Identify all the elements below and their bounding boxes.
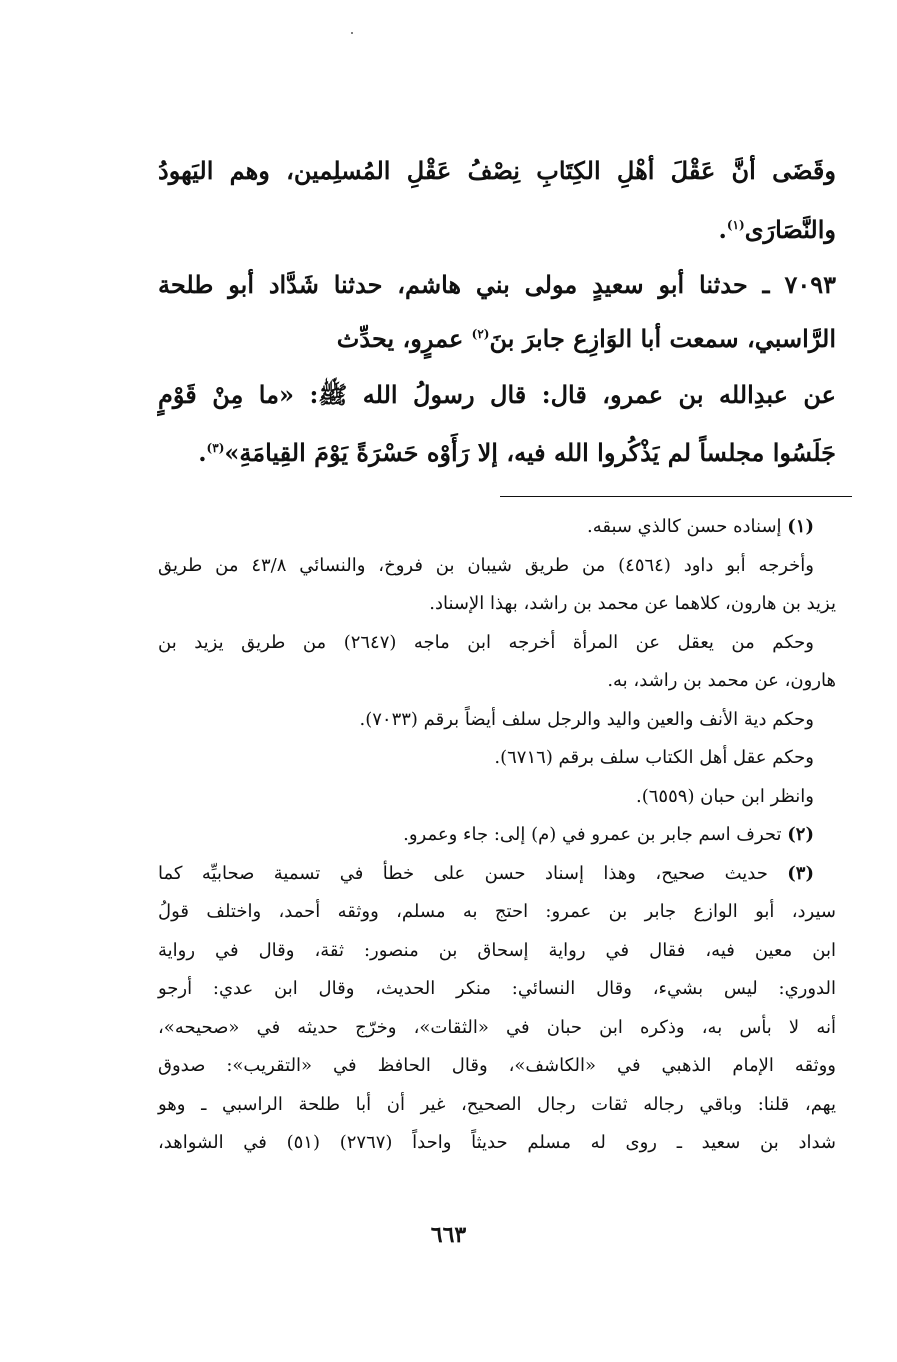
footnote-3-text: حديث صحيح، وهذا إسناد حسن على خطأ في تسمية صحابيِّه كما bbox=[158, 862, 788, 884]
main-line-5: عن عبدِالله بن عمرو، قال: قال رسولُ الله ﷺ: «ما مِنْ قَوْمٍ bbox=[158, 380, 836, 409]
footnotes bbox=[158, 508, 836, 1163]
main-line-4 bbox=[158, 312, 836, 366]
footnote-1-line-6: وحكم دية الأنف والعين واليد والرجل سلف أيضاً برقم (٧٠٣٣). bbox=[359, 708, 814, 730]
footnote-1-line-5: هارون، عن محمد بن راشد، به. bbox=[607, 670, 836, 691]
footnote-2-text: تحرف اسم جابر بن عمرو في (م) إلى: جاء وعمرو. bbox=[403, 824, 788, 845]
main-line-1: وقَضَى أنَّ عَقْلَ أهْلِ الكِتَابِ نِصْفُ عَقْلِ المُسلِمين، وهم اليَهودُ bbox=[158, 156, 836, 185]
footnote-2-line-1 bbox=[158, 816, 836, 855]
footnote-3-line-1 bbox=[158, 855, 836, 894]
main-line-6-text: جَلَسُوا مجلساً لم يَذْكُروا الله فيه، إلا رَأَوْه حَسْرَةً يَوْمَ القِيامَةِ» bbox=[224, 438, 836, 467]
footnote-1-label: (١) bbox=[787, 516, 814, 537]
main-line-3: ٧٠٩٣ ـ حدثنا أبو سعيدٍ مولى بني هاشم، حدثنا شَدَّاد أبو طلحة bbox=[158, 270, 836, 299]
main-text-section-2 bbox=[158, 258, 836, 366]
footnote-1-line-1 bbox=[158, 508, 836, 547]
footnote-marker-1: (١) bbox=[726, 218, 745, 232]
main-line-2 bbox=[158, 200, 836, 260]
footnote-1-line-8: وانظر ابن حبان (٦٥٥٩). bbox=[636, 785, 814, 807]
footnote-marker-2: (٢) bbox=[471, 327, 490, 341]
footnote-3-line-8: شداد بن سعيد ـ روى له مسلم حديثاً واحداً (٢٧٦٧) (٥١) في الشواهد، bbox=[158, 1132, 836, 1153]
footnote-3-label: (٣) bbox=[787, 862, 814, 884]
footnote-1-text: إسناده حسن كالذي سبقه. bbox=[586, 516, 788, 537]
main-line-2-text: والنَّصَارَى bbox=[744, 215, 836, 244]
main-line-4-text: الرَّاسبي، سمعت أبا الوَازِع جابرَ بنَ bbox=[489, 324, 836, 353]
page-number: ٦٦٣ bbox=[430, 1222, 467, 1248]
footnote-1-line-7: وحكم عقل أهل الكتاب سلف برقم (٦٧١٦). bbox=[494, 747, 814, 768]
main-line-4-end: عمرٍو، يحدِّث bbox=[336, 324, 472, 353]
scan-speck bbox=[351, 32, 353, 34]
main-line-2-end: . bbox=[718, 215, 727, 244]
footnote-marker-3: (٣) bbox=[206, 441, 225, 455]
footnote-3-line-2: سيرد، أبو الوازع جابر بن عمرو: احتج به مسلم، ووثقه أحمد، واختلف قولُ bbox=[158, 901, 836, 922]
footnote-1-line-3: يزيد بن هارون، كلاهما عن محمد بن راشد، بهذا الإسناد. bbox=[429, 593, 836, 614]
footnote-1-line-2: وأخرجه أبو داود (٤٥٦٤) من طريق شيبان بن فروخ، والنسائي ٤٣/٨ من طريق bbox=[158, 554, 814, 576]
main-line-6-end: . bbox=[198, 438, 207, 467]
main-text-section-1 bbox=[158, 142, 836, 260]
footnote-3-line-5: أنه لا بأس به، وذكره ابن حبان في «الثقات»، وخرّج حديثه في «صحيحه»، bbox=[158, 1016, 836, 1038]
footnote-2-label: (٢) bbox=[787, 824, 814, 845]
footnote-3-line-7: يهم، قلنا: وباقي رجاله ثقات رجال الصحيح، غير أن أبا طلحة الراسبي ـ وهو bbox=[158, 1093, 836, 1115]
footnote-3-line-3: ابن معين فيه، فقال في رواية إسحاق بن منصور: ثقة، وقال في رواية bbox=[158, 939, 836, 961]
main-line-6 bbox=[158, 424, 836, 482]
footnote-3-line-6: ووثقه الإمام الذهبي في «الكاشف»، وقال الحافظ في «التقريب»: صدوق bbox=[158, 1055, 836, 1076]
footnote-3-line-4: الدوري: ليس بشيء، وقال النسائي: منكر الحديث، وقال ابن عدي: أرجو bbox=[158, 978, 836, 999]
footnote-1-line-4: وحكم من يعقل عن المرأة أخرجه ابن ماجه (٢٦٤٧) من طريق يزيد بن bbox=[158, 631, 814, 653]
footnote-separator bbox=[500, 496, 852, 497]
main-text-section-3 bbox=[158, 366, 836, 482]
